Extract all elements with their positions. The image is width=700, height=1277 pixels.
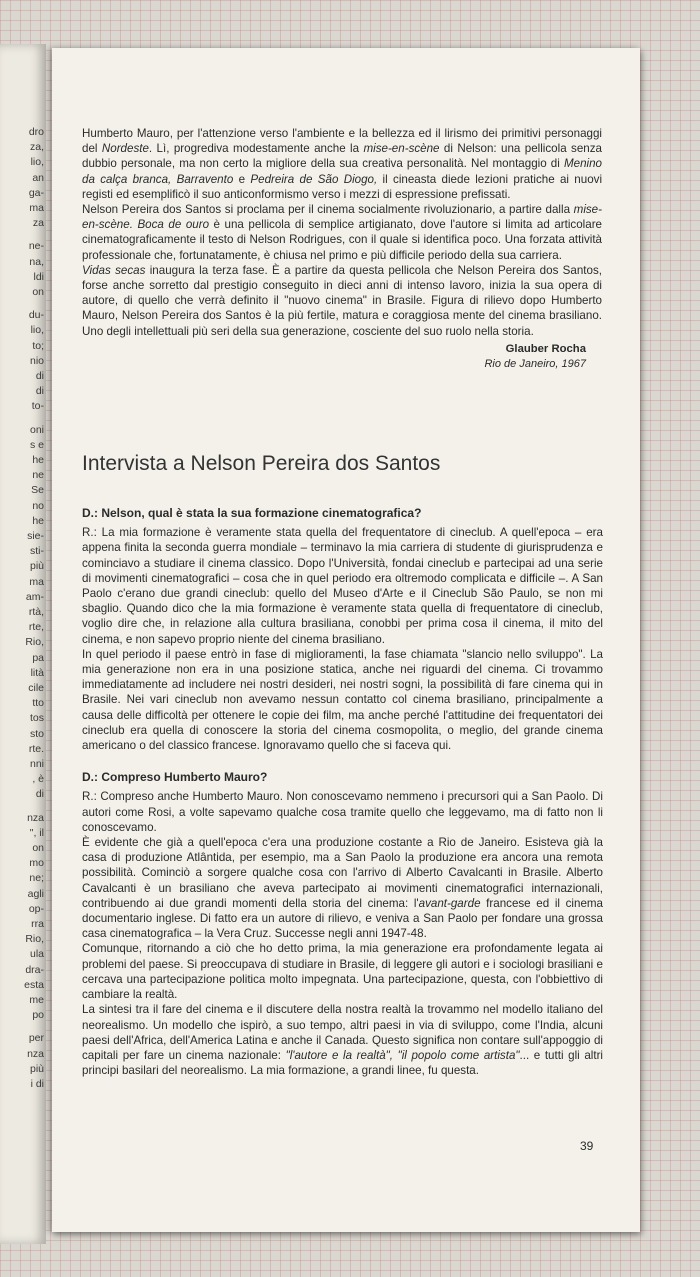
italic-text-run: mise-en-scène. Boca de ouro: [82, 203, 602, 232]
left-page-fragment: tos: [29, 712, 44, 725]
left-page-fragment: di: [35, 370, 44, 382]
left-page-fragment: sti-: [30, 545, 44, 558]
text-run: R.: La mia formazione è veramente stata quella del frequentatore di cineclub. A quell'epoca – era appena finita la seconda guerra mondiale – terminavo la mia carriera di studente di giurisprudenza e cominciavo a studiare il cinema classico. Dopo l'Università, fondai cineclub e partecipai ad una serie di movimenti cinematografici – cosa che in quel periodo era oltremodo complicata e difficile –. A San Paolo c'erano due grandi cineclub: quello del Museo d'Arte e il Cineclub São Paulo, se non mi sbaglio. Quando dico che la mia formazione è veramente stata quella di frequentatore di cineclub, voglio dire che, in relazione alla cultura brasiliana, conobbi per prima cosa il cinema, il mito del cinema, e non sapevo proprio niente del cinema brasiliano.: [82, 526, 603, 646]
italic-text-run: Pedreira de São Diogo,: [250, 172, 378, 186]
italic-text-run: "l'autore e la realtà", "il popolo come artista": [285, 1048, 520, 1062]
left-page-fragment: he: [32, 454, 44, 466]
left-page-fragment: ne;: [29, 872, 44, 885]
left-page-fragment: più: [29, 1062, 44, 1075]
left-page-fragment: cile: [28, 682, 44, 694]
left-page-fragment: on: [32, 842, 44, 854]
intro-paragraph: [82, 263, 602, 339]
intro-paragraph: [82, 202, 602, 263]
answer-paragraph: [82, 1002, 603, 1078]
text-run: . Lì, progrediva modestamente anche la: [148, 142, 364, 156]
left-page-fragment: mo: [29, 857, 44, 870]
answer-paragraph: [82, 525, 603, 647]
left-page-fragment: lio,: [30, 156, 44, 169]
left-page-fragment: po: [32, 1009, 44, 1022]
text-run: È evidente che già a quell'epoca c'era una produzione costante a Rio de Janeiro. Esisteva già la casa di produzione Atlântida, per esempio, ma a San Paolo la produzione era ancora una remota possibilità. Cominciò a sorgere qualche cosa con l'arrivo di Alberto Cavalcanti in Brasile. Alberto Cavalcanti è un brasiliano che aveva partecipato ai movimenti cinematografici internazionali, contribuendo ai due grandi momenti della storia del cinema: l': [82, 836, 603, 910]
left-page-fragment: dro: [28, 126, 44, 138]
left-page-fragment: , è: [32, 773, 44, 786]
left-page-fragment: rte,: [28, 621, 44, 634]
answer-paragraph: [82, 789, 603, 835]
left-page-fragment: dra-: [25, 963, 44, 976]
left-page-fragment: Rio,: [25, 933, 44, 946]
left-page-fragment: sto: [29, 727, 44, 740]
text-run: è una pellicola di semplice artigianato, dove l'autore si limita ad articolare cinematograficamente il testo di Nelson Rodrigues, con il quale si identifica poco. Una forzata attività professionale che, fortunatamente, è chiusa nel primo e più difficile periodo della sua carriera.: [82, 218, 602, 262]
left-page-fragment: nio: [29, 354, 44, 367]
text-run: di Nelson: una pellicola senza dubbio personale, ma non certo la migliore della sua creativa personalità. Nel montaggio di: [82, 142, 602, 171]
left-page-fragment: ne-: [28, 240, 44, 253]
left-page-fragment: sie-: [27, 530, 44, 542]
italic-text-run: Vidas secas: [82, 263, 146, 277]
left-page-fragment: ldi: [33, 270, 44, 283]
left-page-fragment: lio,: [30, 324, 44, 337]
left-page-fragment: nza: [27, 1047, 44, 1060]
text-run: Comunque, ritornando a ciò che ho detto prima, la mia generazione era profondamente legata ai problemi del paese. Si preoccupava di studiare in Brasile, di leggere gli autori e i sociologi brasiliani e cercava una partecipazione politica molto impegnata. Una partecipazione, questa, con l'obbiettivo di cambiare la realtà.: [82, 942, 603, 1002]
left-page-fragment: ula: [29, 948, 44, 961]
left-page-fragment: ", il: [29, 826, 44, 839]
left-page-fragment: per: [28, 1032, 44, 1045]
left-page-fragment: oni: [29, 423, 44, 436]
page-number: 39: [580, 1139, 594, 1153]
answer-block: [82, 525, 603, 753]
left-page-fragment: za,: [29, 141, 44, 154]
answer-paragraph: [82, 835, 603, 941]
left-page-fragment: na,: [29, 255, 44, 268]
left-page-fragment: me: [29, 994, 44, 1006]
left-page-fragment: an: [32, 171, 44, 184]
text-run: francese ed il cinema documentario inglese. Di fatto era un autore di rilievo, e veniva a San Paolo per fondare una grossa casa cinematografica – la Vera Cruz. Successe negli anni 1947-48.: [82, 896, 604, 941]
left-page-fragment: no: [32, 499, 44, 512]
left-page-fragment: più: [29, 560, 44, 573]
italic-text-run: avant-garde: [418, 896, 481, 910]
answer-block: [82, 789, 603, 1078]
text-run: ... e tutti gli altri principi basilari del neorealismo. La mia formazione, a grandi linee, fu questa.: [82, 1048, 604, 1078]
left-page-fragment: to-: [31, 400, 44, 413]
left-page-fragment: Se: [31, 484, 44, 497]
left-page-edge: [0, 44, 46, 1244]
left-page-fragment: pa: [32, 651, 44, 664]
left-page-fragment: za: [32, 217, 44, 230]
left-page-fragment: on: [32, 286, 44, 298]
question-heading: D.: Compreso Humberto Mauro?: [82, 770, 268, 785]
left-page-fragment: Rio,: [25, 636, 44, 649]
text-run: il cineasta diede lezioni pratiche ai nuovi registi ed esemplificò il suo anticonformismo verso i mezzi di espressione prefissati.: [82, 172, 603, 201]
text-run: e: [233, 172, 251, 186]
left-page-fragment: i di: [30, 1078, 44, 1090]
interview-text: [82, 506, 603, 1078]
left-page-fragment: s e: [29, 438, 44, 451]
answer-paragraph: [82, 647, 603, 753]
text-run: Nelson Pereira dos Santos si proclama per il cinema socialmente rivoluzionario, a partire dalla: [82, 203, 574, 217]
left-page-fragment: du-: [28, 309, 44, 322]
left-page-fragment: nni: [29, 758, 44, 770]
italic-text-run: Menino da calça branca, Barravento: [82, 157, 602, 186]
intro-text: [82, 126, 602, 372]
left-page-fragment: ma: [29, 202, 44, 214]
answer-paragraph: [82, 941, 603, 1002]
signature-name: Glauber Rocha: [505, 342, 586, 355]
italic-text-run: mise-en-scène: [363, 142, 440, 156]
left-page-fragment: nza: [27, 811, 44, 824]
left-page-fragment: he: [32, 514, 44, 527]
left-page-fragment: esta: [24, 978, 44, 991]
left-page-fragment: ne: [32, 469, 44, 482]
intro-paragraph: [82, 126, 602, 202]
left-page-fragment: to;: [32, 339, 44, 352]
left-page-fragment: agli: [27, 887, 44, 900]
text-run: R.: Compreso anche Humberto Mauro. Non conoscevamo nemmeno i precursori qui a San Paolo. Di autori come Rosi, a volte sapevamo qualche cosa tramite quello che leggevamo, ma di fatto non li conoscevamo.: [82, 790, 603, 834]
left-page-fragment: rra: [31, 918, 44, 930]
text-run: inaugura la terza fase. È a partire da questa pellicola che Nelson Pereira dos Santos, forse anche sorretto dal prestigio conseguito in dieci anni di intenso lavoro, inizia la sua opera di autore, di quello che verrà definito il "nuovo cinema" in Brasile. Figura di rilievo dopo Humberto Mauro, Nelson Pereira dos Santos è la più fertile, matura e coraggiosa mente del cinema brasiliano. Uno degli intellettuali più seri della sua generazione, cosciente del suo ruolo nella storia.: [82, 263, 602, 338]
section-title: Intervista a Nelson Pereira dos Santos: [82, 452, 441, 475]
signature-place: Rio de Janeiro, 1967: [484, 358, 586, 371]
left-page-fragment: rtà,: [28, 606, 44, 618]
left-page-fragment: ma: [29, 575, 44, 588]
text-run: Humberto Mauro, per l'attenzione verso l'ambiente e la bellezza ed il lirismo dei primitivi personaggi del: [82, 127, 602, 156]
text-run: In quel periodo il paese entrò in fase di miglioramenti, la fase chiamata "slancio nello sviluppo". La mia generazione non era in una posizione statica, anche nei riguardi del cinema. Ci trovammo immediatamente ad includere nei nostri desideri, nei nostri sogni, la possibilità di fare cinema qui in Brasile. Nei vari cineclub non avevamo nessun contatto col cinema brasiliano, principalmente a causa delle difficoltà per ottenere le copie dei film, ma anche perché l'attitudine dei frequentatori dei cineclub era quella di conoscere la storia del cinema cosmopolita, o meglio, del grande cinema americano o del classico francese. Ignoravamo quello che si faceva qui.: [82, 647, 603, 753]
left-page-fragment: lità: [30, 666, 44, 679]
left-page-fragment: rte.: [28, 742, 44, 755]
left-page-fragment: di: [35, 788, 44, 801]
left-page-fragment: tto: [32, 697, 44, 710]
text-run: La sintesi tra il fare del cinema e il discutere della nostra realtà la trovammo nel modello italiano del neorealismo. Un modello che ispirò, a suo tempo, altri paesi in via di sviluppo, come l'India, alcuni paesi dell'Africa, dell'America Latina e anche il Canada. Questo significa non contare sull'appoggio di capitali per fare un cinema nazionale:: [82, 1003, 603, 1062]
book-page: [52, 48, 640, 1232]
left-page-fragment: ga-: [28, 186, 44, 199]
left-page-fragment: am-: [25, 590, 44, 603]
italic-text-run: Nordeste: [101, 142, 149, 156]
question-heading: D.: Nelson, qual è stata la sua formazione cinematografica?: [82, 506, 422, 520]
left-page-fragment: op-: [28, 902, 44, 915]
left-page-fragment: di: [35, 385, 44, 398]
